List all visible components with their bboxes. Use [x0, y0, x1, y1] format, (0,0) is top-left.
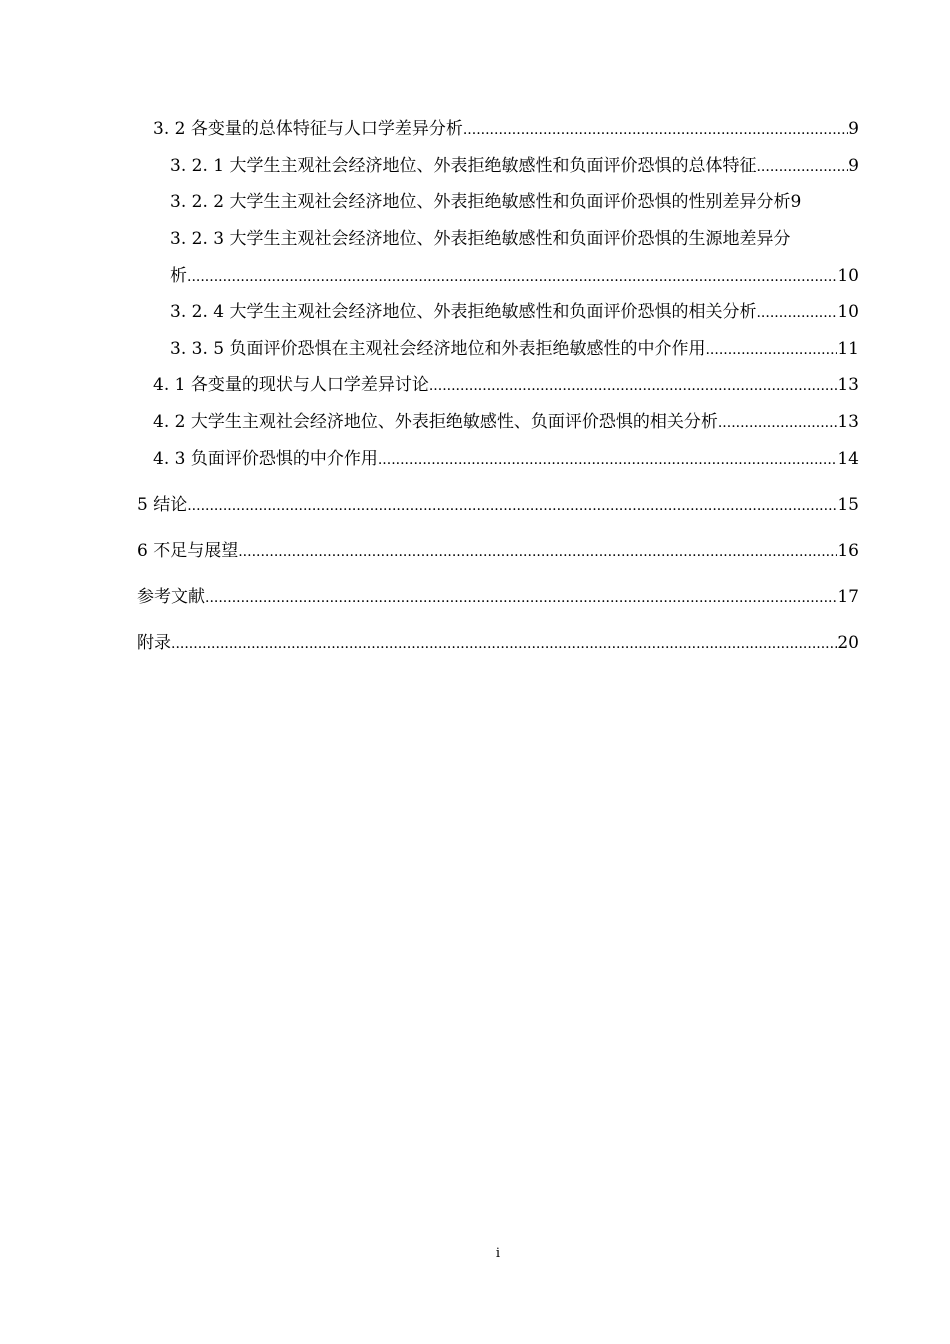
toc-entry-page: 10	[837, 302, 859, 322]
toc-entry-title: 3. 2 各变量的总体特征与人口学差异分析	[153, 119, 463, 139]
toc-leader-dots	[756, 300, 837, 326]
toc-entry[interactable]	[137, 538, 859, 564]
toc-entry-title: 3. 3. 5 负面评价恐惧在主观社会经济地位和外表拒绝敏感性的中介作用	[170, 339, 706, 359]
toc-entry-wrapped-line[interactable]	[170, 226, 790, 252]
toc-entry[interactable]	[170, 189, 859, 215]
toc-entry[interactable]	[153, 372, 859, 398]
toc-entry[interactable]	[170, 299, 859, 325]
page-number: i	[495, 1246, 501, 1261]
toc-entry[interactable]	[137, 630, 859, 656]
toc-leader-dots	[205, 585, 837, 611]
toc-entry-page: 11	[837, 339, 859, 359]
toc-entry[interactable]	[153, 116, 859, 142]
toc-entry-page: 15	[837, 495, 859, 515]
toc-entry-page: 13	[837, 412, 859, 432]
toc-leader-dots	[171, 631, 837, 657]
toc-leader-dots	[187, 493, 837, 519]
toc-entry-title: 3. 2. 2 大学生主观社会经济地位、外表拒绝敏感性和负面评价恐惧的性别差异分析	[170, 192, 791, 212]
toc-entry-title: 析	[170, 266, 187, 286]
toc-leader-dots	[756, 154, 848, 180]
toc-entry[interactable]	[153, 409, 859, 435]
toc-entry-title: 3. 2. 1 大学生主观社会经济地位、外表拒绝敏感性和负面评价恐惧的总体特征	[170, 156, 757, 176]
toc-entry[interactable]	[170, 153, 859, 179]
toc-leader-dots	[429, 373, 838, 399]
toc-leader-dots	[463, 117, 848, 143]
toc-entry-title: 6 不足与展望	[137, 541, 239, 561]
toc-entry-page: 20	[837, 633, 859, 653]
toc-entry-page: 9	[848, 156, 859, 176]
toc-entry-page: 13	[837, 375, 859, 395]
toc-leader-dots	[187, 264, 837, 290]
toc-entry-title: 3. 2. 4 大学生主观社会经济地位、外表拒绝敏感性和负面评价恐惧的相关分析	[170, 302, 757, 322]
toc-entry-title: 3. 2. 3 大学生主观社会经济地位、外表拒绝敏感性和负面评价恐惧的生源地差异分	[170, 229, 791, 249]
toc-leader-dots	[378, 447, 838, 473]
toc-entry-page: 17	[837, 587, 859, 607]
toc-entry-page: 10	[837, 266, 859, 286]
toc-entry-page: 14	[837, 449, 859, 469]
toc-leader-dots	[238, 539, 837, 565]
toc-entry-title: 4. 1 各变量的现状与人口学差异讨论	[153, 375, 429, 395]
toc-entry[interactable]	[153, 446, 859, 472]
toc-entry-page: 16	[837, 541, 859, 561]
toc-entry-title: 4. 3 负面评价恐惧的中介作用	[153, 449, 378, 469]
toc-entry[interactable]	[137, 492, 859, 518]
toc-entry[interactable]	[170, 336, 859, 362]
toc-entry-title: 4. 2 大学生主观社会经济地位、外表拒绝敏感性、负面评价恐惧的相关分析	[153, 412, 718, 432]
toc-leader-dots	[718, 410, 838, 436]
toc-entry-page: 9	[848, 119, 859, 139]
toc-entry-title: 附录	[137, 633, 171, 653]
toc-entry-page: 9	[790, 192, 802, 212]
toc-leader-dots	[705, 337, 837, 363]
toc-entry-title: 5 结论	[137, 495, 188, 515]
toc-entry[interactable]	[137, 584, 859, 610]
toc-entry[interactable]	[170, 263, 859, 289]
toc-entry-title: 参考文献	[137, 587, 205, 607]
